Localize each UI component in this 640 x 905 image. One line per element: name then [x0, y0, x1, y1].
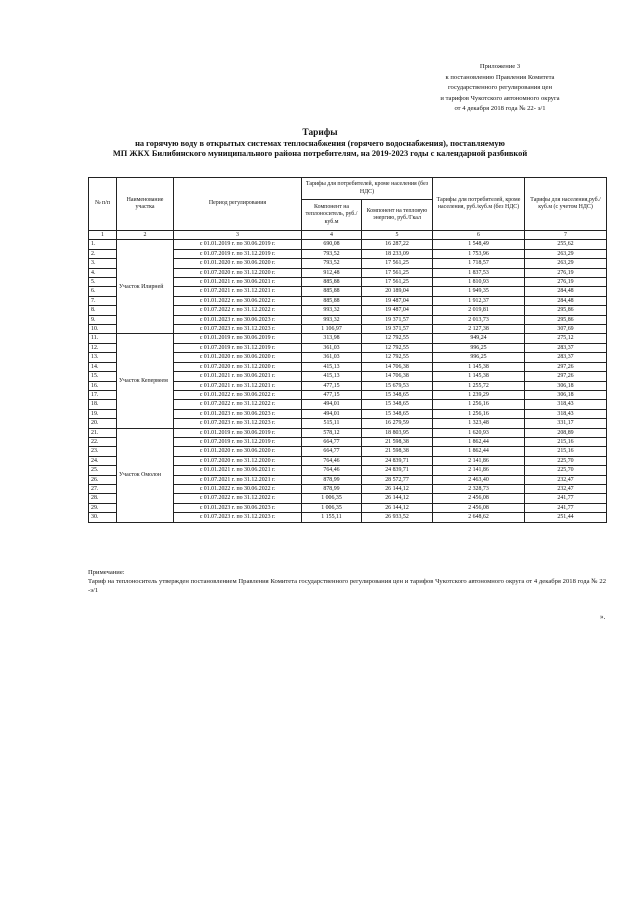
value-cell: 1 006,35	[302, 503, 362, 512]
row-number: 30.	[89, 513, 117, 522]
row-number: 11.	[89, 334, 117, 343]
tariff-table	[88, 177, 607, 523]
value-cell: 16 279,59	[362, 419, 433, 428]
notes-label: Примечание:	[88, 569, 125, 576]
column-index-cell: 3	[174, 231, 302, 240]
value-cell: 275,12	[525, 334, 607, 343]
value-cell: 885,88	[302, 278, 362, 287]
header-non-population: Тарифы для потребителей, кроме населения, руб./куб.м (без НДС)	[433, 178, 525, 231]
value-cell: 1 145,38	[433, 372, 525, 381]
value-cell: 17 561,25	[362, 259, 433, 268]
value-cell: 297,26	[525, 362, 607, 371]
value-cell: 12 792,55	[362, 343, 433, 352]
value-cell: 318,43	[525, 400, 607, 409]
value-cell: 14 706,38	[362, 372, 433, 381]
row-number: 7.	[89, 296, 117, 305]
row-number: 26.	[89, 475, 117, 484]
value-cell: 1 837,53	[433, 268, 525, 277]
value-cell: 664,77	[302, 447, 362, 456]
period-cell: с 01.07.2022 г. по 31.12.2022 г.	[174, 494, 302, 503]
value-cell: 232,47	[525, 475, 607, 484]
value-cell: 1 718,57	[433, 259, 525, 268]
value-cell: 885,88	[302, 296, 362, 305]
value-cell: 12 792,55	[362, 334, 433, 343]
value-cell: 1 862,44	[433, 447, 525, 456]
period-cell: с 01.07.2021 г. по 31.12.2021 г.	[174, 381, 302, 390]
value-cell: 263,29	[525, 249, 607, 258]
value-cell: 793,52	[302, 259, 362, 268]
period-cell: с 01.07.2023 г. по 31.12.2023 г.	[174, 513, 302, 522]
value-cell: 949,24	[433, 334, 525, 343]
value-cell: 283,37	[525, 353, 607, 362]
value-cell: 361,03	[302, 353, 362, 362]
title-line: на горячую воду в открытых системах теплоснабжения (горячего водоснабжения), поставляемую	[135, 138, 505, 148]
period-cell: с 01.01.2020 г. по 30.06.2020 г.	[174, 447, 302, 456]
row-number: 3.	[89, 259, 117, 268]
value-cell: 993,32	[302, 306, 362, 315]
value-cell: 241,77	[525, 503, 607, 512]
value-cell: 215,16	[525, 447, 607, 456]
value-cell: 1 548,49	[433, 240, 525, 249]
row-number: 25.	[89, 466, 117, 475]
appendix-line: Приложение 3	[479, 63, 521, 70]
value-cell: 295,86	[525, 306, 607, 315]
table-row	[89, 428, 607, 437]
value-cell: 1 753,96	[433, 249, 525, 258]
row-number: 2.	[89, 249, 117, 258]
value-cell: 15 679,53	[362, 381, 433, 390]
value-cell: 19 371,57	[362, 325, 433, 334]
header-area: Наименование участка	[117, 178, 174, 231]
row-number: 1.	[89, 240, 117, 249]
notes	[88, 568, 606, 595]
value-cell: 1 949,35	[433, 287, 525, 296]
period-cell: с 01.07.2021 г. по 31.12.2021 г.	[174, 475, 302, 484]
value-cell: 283,37	[525, 343, 607, 352]
value-cell: 1 620,93	[433, 428, 525, 437]
header-component-heat-carrier: Компонент на теплоноситель, руб./куб.м	[302, 200, 362, 231]
value-cell: 225,70	[525, 456, 607, 465]
value-cell: 1 912,37	[433, 296, 525, 305]
row-number: 9.	[89, 315, 117, 324]
period-cell: с 01.07.2020 г. по 31.12.2020 г.	[174, 362, 302, 371]
column-index-cell: 5	[362, 231, 433, 240]
value-cell: 15 348,65	[362, 409, 433, 418]
value-cell: 1 256,16	[433, 400, 525, 409]
row-number: 23.	[89, 447, 117, 456]
value-cell: 2 463,40	[433, 475, 525, 484]
closing-mark: ».	[600, 613, 606, 621]
value-cell: 14 706,38	[362, 362, 433, 371]
value-cell: 251,44	[525, 513, 607, 522]
period-cell: с 01.07.2019 г. по 31.12.2019 г.	[174, 343, 302, 352]
value-cell: 297,26	[525, 372, 607, 381]
header-period: Период регулирования	[174, 178, 302, 231]
value-cell: 2 456,08	[433, 494, 525, 503]
row-number: 20.	[89, 419, 117, 428]
period-cell: с 01.01.2022 г. по 30.06.2022 г.	[174, 296, 302, 305]
value-cell: 2 141,86	[433, 466, 525, 475]
row-number: 28.	[89, 494, 117, 503]
table-row	[89, 240, 607, 249]
value-cell: 1 256,16	[433, 409, 525, 418]
value-cell: 16 287,22	[362, 240, 433, 249]
value-cell: 2 456,08	[433, 503, 525, 512]
row-number: 6.	[89, 287, 117, 296]
period-cell: с 01.01.2023 г. по 30.06.2023 г.	[174, 315, 302, 324]
value-cell: 764,46	[302, 466, 362, 475]
value-cell: 1 106,97	[302, 325, 362, 334]
value-cell: 793,52	[302, 249, 362, 258]
value-cell: 477,15	[302, 390, 362, 399]
value-cell: 494,01	[302, 400, 362, 409]
value-cell: 284,48	[525, 296, 607, 305]
row-number: 4.	[89, 268, 117, 277]
title-line: МП ЖКХ Билибинского муниципального района потребителям, на 2019-2023 годы с календарной разбивкой	[112, 149, 528, 159]
value-cell: 494,01	[302, 409, 362, 418]
period-cell: с 01.01.2022 г. по 30.06.2022 г.	[174, 390, 302, 399]
appendix-block	[400, 62, 600, 115]
value-cell: 20 189,04	[362, 287, 433, 296]
area-name: Участок Кепервеем	[117, 334, 174, 428]
value-cell: 885,88	[302, 287, 362, 296]
value-cell: 215,16	[525, 437, 607, 446]
value-cell: 208,89	[525, 428, 607, 437]
appendix-line: и тарифов Чукотского автономного округа	[440, 94, 560, 102]
value-cell: 26 144,12	[362, 484, 433, 493]
value-cell: 21 598,38	[362, 437, 433, 446]
value-cell: 878,99	[302, 484, 362, 493]
notes-text: Тариф на теплоноситель утвержден постановлением Правления Комитета государственного регулирования цен и тарифов Чукотского автономного округа от 4 декабря 2018 года № 22 -э/1	[88, 578, 606, 594]
value-cell: 24 839,71	[362, 466, 433, 475]
row-number: 27.	[89, 484, 117, 493]
value-cell: 878,99	[302, 475, 362, 484]
value-cell: 996,25	[433, 353, 525, 362]
value-cell: 276,19	[525, 268, 607, 277]
value-cell: 19 371,57	[362, 315, 433, 324]
value-cell: 284,48	[525, 287, 607, 296]
value-cell: 295,86	[525, 315, 607, 324]
value-cell: 515,11	[302, 419, 362, 428]
header-group: Тарифы для потребителей, кроме населения (без НДС)	[302, 178, 433, 200]
row-number: 19.	[89, 409, 117, 418]
value-cell: 1 255,72	[433, 381, 525, 390]
value-cell: 313,98	[302, 334, 362, 343]
value-cell: 306,18	[525, 390, 607, 399]
period-cell: с 01.01.2019 г. по 30.06.2019 г.	[174, 428, 302, 437]
value-cell: 15 348,65	[362, 390, 433, 399]
period-cell: с 01.07.2023 г. по 31.12.2023 г.	[174, 325, 302, 334]
value-cell: 232,47	[525, 484, 607, 493]
period-cell: с 01.01.2019 г. по 30.06.2019 г.	[174, 334, 302, 343]
value-cell: 18 233,09	[362, 249, 433, 258]
row-number: 15.	[89, 372, 117, 381]
value-cell: 26 933,52	[362, 513, 433, 522]
area-name: Участок Омолон	[117, 428, 174, 522]
value-cell: 2 013,73	[433, 315, 525, 324]
value-cell: 276,19	[525, 278, 607, 287]
row-number: 12.	[89, 343, 117, 352]
value-cell: 1 145,38	[433, 362, 525, 371]
value-cell: 19 487,04	[362, 296, 433, 305]
value-cell: 255,62	[525, 240, 607, 249]
appendix-line: к постановлению Правления Комитета	[445, 73, 555, 81]
value-cell: 1 006,35	[302, 494, 362, 503]
column-index-cell: 6	[433, 231, 525, 240]
column-index-cell: 2	[117, 231, 174, 240]
period-cell: с 01.07.2022 г. по 31.12.2022 г.	[174, 306, 302, 315]
column-index-cell: 4	[302, 231, 362, 240]
row-number: 10.	[89, 325, 117, 334]
value-cell: 664,77	[302, 437, 362, 446]
value-cell: 26 144,12	[362, 503, 433, 512]
period-cell: с 01.01.2021 г. по 30.06.2021 г.	[174, 466, 302, 475]
value-cell: 1 810,93	[433, 278, 525, 287]
value-cell: 2 141,86	[433, 456, 525, 465]
document-title	[40, 128, 600, 160]
value-cell: 2 019,81	[433, 306, 525, 315]
value-cell: 1 862,44	[433, 437, 525, 446]
period-cell: с 01.01.2023 г. по 30.06.2023 г.	[174, 503, 302, 512]
row-number: 16.	[89, 381, 117, 390]
value-cell: 415,13	[302, 362, 362, 371]
table-row	[89, 334, 607, 343]
period-cell: с 01.07.2023 г. по 31.12.2023 г.	[174, 419, 302, 428]
column-index-row	[89, 231, 607, 240]
row-number: 13.	[89, 353, 117, 362]
value-cell: 1 155,11	[302, 513, 362, 522]
value-cell: 12 792,55	[362, 353, 433, 362]
period-cell: с 01.07.2020 г. по 31.12.2020 г.	[174, 268, 302, 277]
column-index-cell: 1	[89, 231, 117, 240]
header-num: № п/п	[89, 178, 117, 231]
value-cell: 263,29	[525, 259, 607, 268]
value-cell: 361,03	[302, 343, 362, 352]
row-number: 8.	[89, 306, 117, 315]
period-cell: с 01.07.2019 г. по 31.12.2019 г.	[174, 437, 302, 446]
row-number: 24.	[89, 456, 117, 465]
value-cell: 2 328,73	[433, 484, 525, 493]
row-number: 17.	[89, 390, 117, 399]
row-number: 5.	[89, 278, 117, 287]
value-cell: 306,18	[525, 381, 607, 390]
value-cell: 1 323,48	[433, 419, 525, 428]
value-cell: 24 839,71	[362, 456, 433, 465]
value-cell: 307,69	[525, 325, 607, 334]
value-cell: 17 561,25	[362, 278, 433, 287]
period-cell: с 01.07.2020 г. по 31.12.2020 г.	[174, 456, 302, 465]
value-cell: 578,12	[302, 428, 362, 437]
row-number: 22.	[89, 437, 117, 446]
row-number: 29.	[89, 503, 117, 512]
period-cell: с 01.01.2023 г. по 30.06.2023 г.	[174, 409, 302, 418]
value-cell: 331,17	[525, 419, 607, 428]
period-cell: с 01.07.2021 г. по 31.12.2021 г.	[174, 287, 302, 296]
value-cell: 18 803,95	[362, 428, 433, 437]
period-cell: с 01.01.2021 г. по 30.06.2021 г.	[174, 372, 302, 381]
column-index-cell: 7	[525, 231, 607, 240]
value-cell: 415,13	[302, 372, 362, 381]
value-cell: 912,48	[302, 268, 362, 277]
row-number: 14.	[89, 362, 117, 371]
value-cell: 477,15	[302, 381, 362, 390]
header-component-heat-energy: Компонент на тепловую энергию, руб./Гкал	[362, 200, 433, 231]
value-cell: 225,70	[525, 466, 607, 475]
value-cell: 26 144,12	[362, 494, 433, 503]
value-cell: 2 648,62	[433, 513, 525, 522]
appendix-line: государственного регулирования цен	[448, 84, 552, 92]
value-cell: 28 572,77	[362, 475, 433, 484]
value-cell: 764,46	[302, 456, 362, 465]
appendix-line: от 4 декабря 2018 года № 22- э/1	[454, 105, 546, 113]
area-name: Участок Илирней	[117, 240, 174, 334]
value-cell: 241,77	[525, 494, 607, 503]
value-cell: 690,08	[302, 240, 362, 249]
header-population: Тарифы для населения,руб./куб.м (с учетом НДС)	[525, 178, 607, 231]
value-cell: 15 348,65	[362, 400, 433, 409]
value-cell: 1 239,29	[433, 390, 525, 399]
value-cell: 17 561,25	[362, 268, 433, 277]
value-cell: 2 127,38	[433, 325, 525, 334]
period-cell: с 01.01.2019 г. по 30.06.2019 г.	[174, 240, 302, 249]
period-cell: с 01.07.2019 г. по 31.12.2019 г.	[174, 249, 302, 258]
period-cell: с 01.01.2020 г. по 30.06.2020 г.	[174, 259, 302, 268]
value-cell: 318,43	[525, 409, 607, 418]
title-main: Тарифы	[302, 128, 338, 138]
row-number: 18.	[89, 400, 117, 409]
period-cell: с 01.01.2020 г. по 30.06.2020 г.	[174, 353, 302, 362]
value-cell: 993,32	[302, 315, 362, 324]
row-number: 21.	[89, 428, 117, 437]
value-cell: 19 487,04	[362, 306, 433, 315]
period-cell: с 01.07.2022 г. по 31.12.2022 г.	[174, 400, 302, 409]
table-body	[89, 231, 607, 523]
period-cell: с 01.01.2021 г. по 30.06.2021 г.	[174, 278, 302, 287]
value-cell: 21 598,38	[362, 447, 433, 456]
value-cell: 996,25	[433, 343, 525, 352]
period-cell: с 01.01.2022 г. по 30.06.2022 г.	[174, 484, 302, 493]
